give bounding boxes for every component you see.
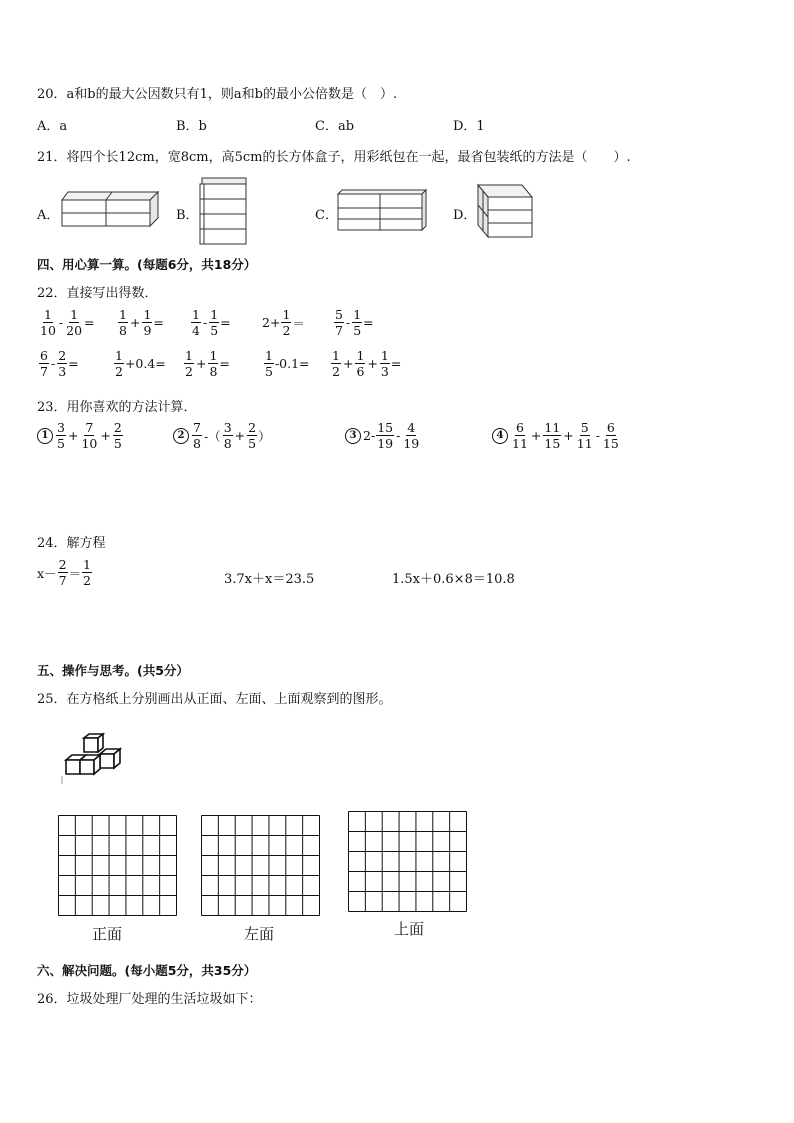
q24-equation-2: 3.7x＋x＝23.5 xyxy=(224,572,315,587)
q22-expr-8: $\frac{1}{2}$ + $\frac{1}{8}$ = xyxy=(185,348,230,380)
q21-option-c: C． xyxy=(315,208,338,223)
q24-equation-3: 1.5x＋0.6×8＝10.8 xyxy=(392,572,515,587)
grid-top-view xyxy=(348,811,467,913)
q22-expr-4: 2+ $\frac{1}{2}$ ＝ xyxy=(262,307,305,339)
q20-option-a: A．a xyxy=(37,119,68,134)
q20-option-c: C．ab xyxy=(315,119,355,134)
label-front-view: 正面 xyxy=(92,925,123,943)
q21-option-b: B． xyxy=(176,208,199,223)
q22-expr-3: $\frac{1}{4}$ - $\frac{1}{5}$ = xyxy=(192,307,231,339)
q23-text: 23．用你喜欢的方法计算． xyxy=(37,400,197,415)
q22-expr-9: $\frac{1}{5}$ -0.1= xyxy=(265,348,310,380)
q22-expr-2: $\frac{1}{8}$ + $\frac{1}{9}$ = xyxy=(119,307,164,339)
box-figure-c xyxy=(336,188,428,232)
grid-front-view xyxy=(58,815,177,917)
q22-expr-5: $\frac{5}{7}$ - $\frac{1}{5}$ = xyxy=(335,307,374,339)
q22-expr-1: $\frac{1}{10}$ - $\frac{1}{20}$ = xyxy=(40,307,95,339)
q22-expr-10: $\frac{1}{2}$ + $\frac{1}{6}$ + $\frac{1}{3}$ = xyxy=(332,348,402,380)
box-figure-a xyxy=(60,188,160,228)
cube-stack-figure xyxy=(56,732,128,790)
q23-item-1: 1 $\frac{3}{5}$ + $\frac{7}{10}$ + $\frac{2}{5}$ xyxy=(37,421,124,450)
q24-equation-1: x－ $\frac{2}{7}$ ＝ $\frac{1}{2}$ xyxy=(37,557,91,589)
q22-text: 22．直接写出得数． xyxy=(37,286,158,301)
q22-expr-6: $\frac{6}{7}$ - $\frac{2}{3}$ = xyxy=(40,348,79,380)
q23-item-4: 4 $\frac{6}{11}$ + $\frac{11}{15}$ + $\frac{5}{11}$ - $\frac{6}{15}$ xyxy=(492,421,621,450)
q20-option-d: D．1 xyxy=(453,119,485,134)
q21-text: 21．将四个长12cm，宽8cm，高5cm的长方体盒子，用彩纸包在一起，最省包装纸的方法是（ ）. xyxy=(37,150,631,165)
grid-left-view xyxy=(201,815,320,917)
box-figure-b xyxy=(198,176,250,246)
label-left-view: 左面 xyxy=(244,925,275,943)
q23-item-2: 2 $\frac{7}{8}$ -（ $\frac{3}{8}$ + $\frac{2}{5}$ ） xyxy=(173,421,271,450)
q24-text: 24．解方程 xyxy=(37,536,106,551)
q26-text: 26．垃圾处理厂处理的生活垃圾如下： xyxy=(37,992,262,1007)
box-figure-d xyxy=(474,183,536,239)
q21-option-a: A． xyxy=(37,208,60,223)
section-6-title: 六、解决问题。(每小题5分，共35分） xyxy=(37,963,257,978)
q22-expr-7: $\frac{1}{2}$ +0.4= xyxy=(115,348,166,380)
q20-option-b: B．b xyxy=(176,119,207,134)
q25-text: 25．在方格纸上分别画出从正面、左面、上面观察到的图形。 xyxy=(37,692,392,707)
label-top-view: 上面 xyxy=(394,920,425,938)
section-5-title: 五、操作与思考。(共5分） xyxy=(37,663,189,678)
q23-item-3: 3 2- $\frac{15}{19}$ - $\frac{4}{19}$ xyxy=(345,421,421,450)
section-4-title: 四、用心算一算。(每题6分，共18分） xyxy=(37,257,257,272)
q21-option-d: D． xyxy=(453,208,477,223)
q20-text: 20．a和b的最大公因数只有1，则a和b的最小公倍数是（ ）. xyxy=(37,87,398,102)
